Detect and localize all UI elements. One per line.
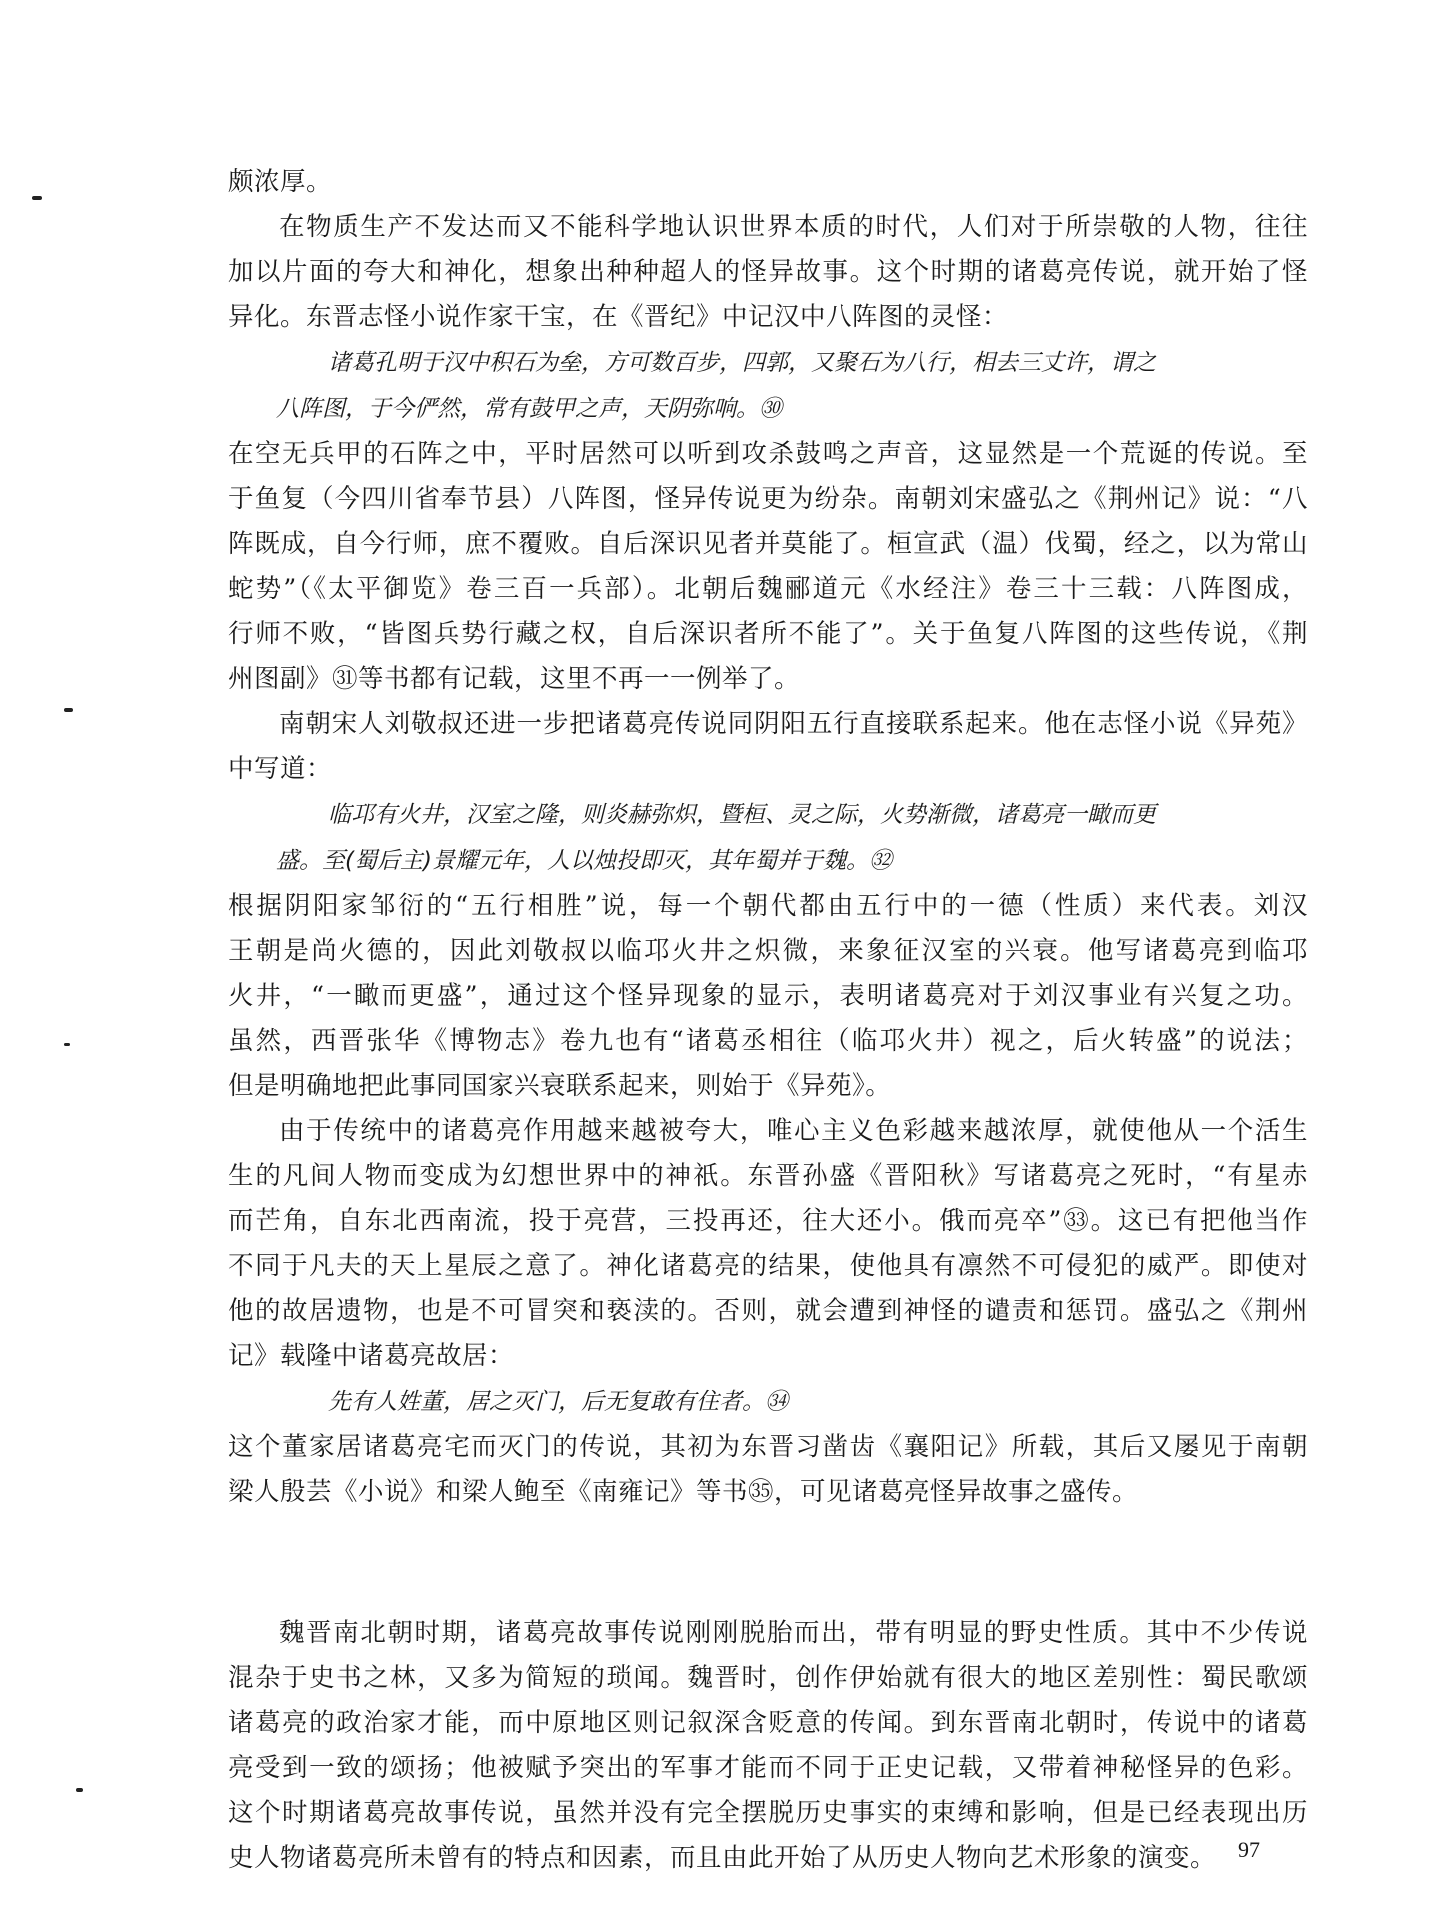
text-line: 生的凡间人物而变成为幻想世界中的神祇。东晋孙盛《晋阳秋》写诸葛亮之死时，“有星赤 xyxy=(228,1161,1308,1191)
quotation-line: 盛。至(蜀后主)景耀元年，人以烛投即灭，其年蜀并于魏。㉜ xyxy=(276,848,892,874)
text-line: 虽然，西晋张华《博物志》卷九也有“诸葛丞相往（临邛火井）视之，后火转盛”的说法； xyxy=(228,1026,1308,1056)
scan-speck xyxy=(64,1043,70,1046)
text-line: 但是明确地把此事同国家兴衰联系起来，则始于《异苑》。 xyxy=(228,1071,892,1101)
text-line: 根据阴阳家邹衍的“五行相胜”说，每一个朝代都由五行中的一德（性质）来代表。刘汉 xyxy=(228,891,1308,921)
closing-paragraph xyxy=(228,1611,1308,1881)
quotation-line: 先有人姓董，居之灭门，后无复敢有住者。㉞ xyxy=(328,1389,788,1415)
quotation-line: 诸葛孔明于汉中积石为垒，方可数百步，四郭，又聚石为八行，相去三丈许，谓之 xyxy=(328,350,1156,376)
text-line: 阵既成，自今行师，庶不覆败。自后深识见者并莫能了。桓宣武（温）伐蜀，经之，以为常山 xyxy=(228,529,1308,559)
text-line: 在物质生产不发达而又不能科学地认识世界本质的时代，人们对于所崇敬的人物，往往 xyxy=(279,212,1308,242)
text-line: 亮受到一致的颂扬；他被赋予突出的军事才能而不同于正史记载，又带着神秘怪异的色彩。 xyxy=(228,1753,1308,1783)
text-line: 混杂于史书之林，又多为简短的琐闻。魏晋时，创作伊始就有很大的地区差别性：蜀民歌颂 xyxy=(228,1663,1308,1693)
text-line: 南朝宋人刘敬叔还进一步把诸葛亮传说同阴阳五行直接联系起来。他在志怪小说《异苑》 xyxy=(279,709,1308,739)
text-line: 而芒角，自东北西南流，投于亮营，三投再还，往大还小。俄而亮卒”㉝。这已有把他当作 xyxy=(228,1206,1308,1236)
main-text xyxy=(228,160,1308,1515)
text-line: 州图副》㉛等书都有记载，这里不再一一例举了。 xyxy=(228,664,801,694)
text-line: 梁人殷芸《小说》和梁人鲍至《南雍记》等书㉟，可见诸葛亮怪异故事之盛传。 xyxy=(228,1477,1139,1507)
text-line: 火井，“一瞰而更盛”，通过这个怪异现象的显示，表明诸葛亮对于刘汉事业有兴复之功。 xyxy=(228,981,1308,1011)
text-line: 不同于凡夫的天上星辰之意了。神化诸葛亮的结果，使他具有凛然不可侵犯的威严。即使对 xyxy=(228,1251,1308,1281)
page-body xyxy=(228,160,1308,1881)
text-line: 史人物诸葛亮所未曾有的特点和因素，而且由此开始了从历史人物向艺术形象的演变。 xyxy=(228,1843,1217,1873)
quotation-line: 临邛有火井，汉室之隆，则炎赫弥炽，暨桓、灵之际，火势渐微，诸葛亮一瞰而更 xyxy=(328,802,1156,828)
scan-speck xyxy=(32,196,42,200)
text-line: 由于传统中的诸葛亮作用越来越被夸大，唯心主义色彩越来越浓厚，就使他从一个活生 xyxy=(279,1116,1308,1146)
scan-speck xyxy=(76,1788,83,1792)
page-number: 97 xyxy=(1238,1837,1260,1862)
text-line: 行师不败，“皆图兵势行藏之权，自后深识者所不能了”。关于鱼复八阵图的这些传说，《荆 xyxy=(228,619,1308,649)
text-line: 他的故居遗物，也是不可冒突和亵渎的。否则，就会遭到神怪的谴责和惩罚。盛弘之《荆州 xyxy=(228,1296,1308,1326)
text-line: 颇浓厚。 xyxy=(228,167,333,197)
text-line: 这个时期诸葛亮故事传说，虽然并没有完全摆脱历史事实的束缚和影响，但是已经表现出历 xyxy=(228,1798,1308,1828)
scan-speck xyxy=(64,708,73,712)
text-line: 蛇势”（《太平御览》卷三百一兵部）。北朝后魏郦道元《水经注》卷三十三载：八阵图成， xyxy=(228,574,1308,604)
quotation-line: 八阵图，于今俨然，常有鼓甲之声，天阴弥响。㉚ xyxy=(276,396,782,422)
text-line: 这个董家居诸葛亮宅而灭门的传说，其初为东晋习凿齿《襄阳记》所载，其后又屡见于南朝 xyxy=(228,1432,1308,1462)
text-line: 中写道： xyxy=(228,754,333,784)
text-line: 魏晋南北朝时期，诸葛亮故事传说刚刚脱胎而出，带有明显的野史性质。其中不少传说 xyxy=(279,1618,1308,1648)
section-gap xyxy=(228,1515,1308,1611)
text-line: 诸葛亮的政治家才能，而中原地区则记叙深含贬意的传闻。到东晋南北朝时，传说中的诸葛 xyxy=(228,1708,1308,1738)
text-line: 异化。东晋志怪小说作家干宝，在《晋纪》中记汉中八阵图的灵怪： xyxy=(228,302,1009,332)
text-line: 王朝是尚火德的，因此刘敬叔以临邛火井之炽微，来象征汉室的兴衰。他写诸葛亮到临邛 xyxy=(228,936,1308,966)
text-line: 记》载隆中诸葛亮故居： xyxy=(228,1341,515,1371)
text-line: 加以片面的夸大和神化，想象出种种超人的怪异故事。这个时期的诸葛亮传说，就开始了怪 xyxy=(228,257,1308,287)
text-line: 于鱼复（今四川省奉节县）八阵图，怪异传说更为纷杂。南朝刘宋盛弘之《荆州记》说：“八 xyxy=(228,484,1308,514)
text-line: 在空无兵甲的石阵之中，平时居然可以听到攻杀鼓鸣之声音，这显然是一个荒诞的传说。至 xyxy=(228,439,1308,469)
